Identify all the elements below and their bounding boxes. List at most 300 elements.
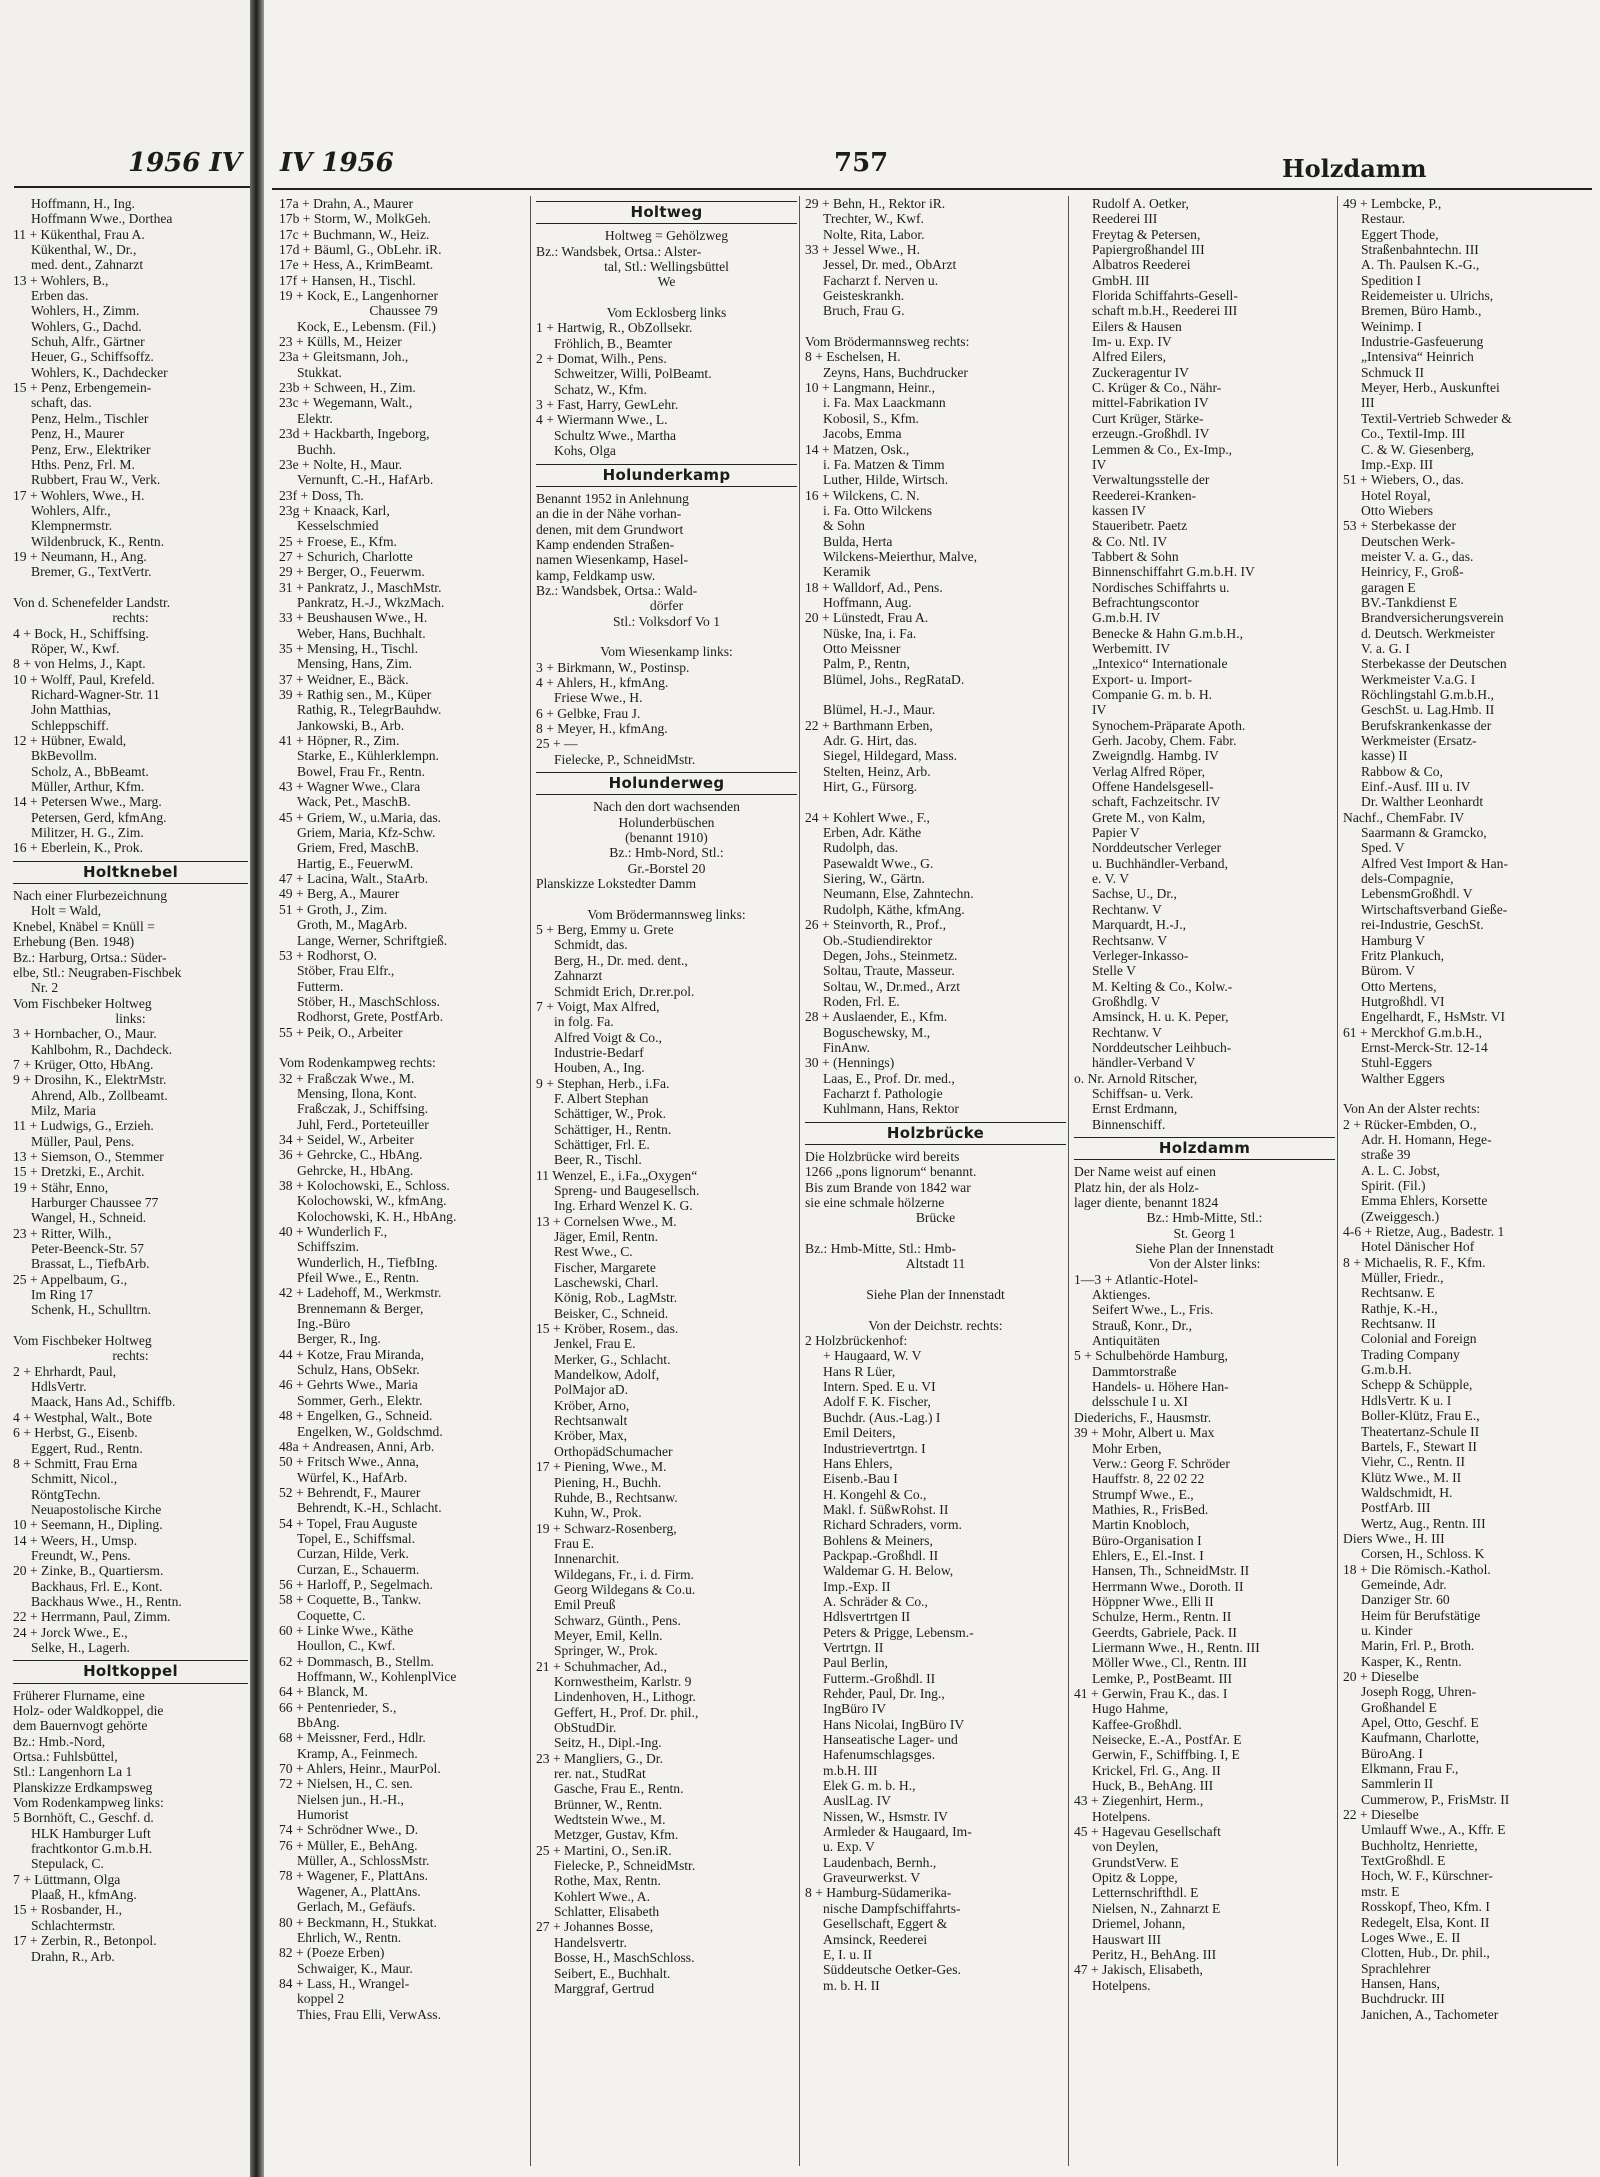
- directory-entry: Gemeinde, Adr.: [1361, 1576, 1447, 1592]
- directory-entry: Behrendt, K.-H., Schlacht.: [297, 1500, 442, 1516]
- directory-entry: in folg. Fa.: [554, 1014, 614, 1030]
- directory-entry: GeschSt. u. Lag.Hmb. II: [1361, 702, 1495, 718]
- directory-entry: Amsinck, H. u. K. Peper,: [1092, 1009, 1229, 1025]
- directory-entry: Straßenbahntechn. III: [1361, 242, 1479, 258]
- directory-entry: Holtweg = Gehölzweg: [604, 228, 729, 244]
- directory-entry: Albatros Reederei: [1092, 257, 1191, 273]
- directory-entry: 5 + Berg, Emmy u. Grete: [536, 922, 674, 938]
- directory-entry: Chaussee 79: [369, 303, 438, 319]
- directory-entry: Rubbert, Frau W., Verk.: [31, 472, 161, 488]
- directory-entry: 33 + Beushausen Wwe., H.: [279, 610, 428, 626]
- directory-entry: med. dent., Zahnarzt: [31, 257, 144, 273]
- directory-entry: 25 + —: [536, 736, 578, 752]
- directory-entry: Sommer, Gerh., Elektr.: [297, 1392, 423, 1408]
- directory-entry: Weinimp. I: [1361, 318, 1422, 334]
- directory-entry: 49 + Lembcke, P.,: [1343, 196, 1442, 211]
- directory-entry: Handels- u. Höhere Han-: [1092, 1379, 1229, 1395]
- directory-entry: C. & W. Giesenberg,: [1361, 441, 1475, 457]
- directory-entry: Janichen, A., Tachometer: [1361, 2006, 1499, 2022]
- directory-entry: Vom Brödermannsweg links:: [587, 906, 746, 922]
- directory-entry: Theatertanz-Schule II: [1361, 1423, 1480, 1439]
- directory-entry: Brassat, L., TiefbArb.: [31, 1256, 150, 1272]
- directory-entry: kasse) II: [1361, 748, 1408, 764]
- directory-entry: Geerdts, Gabriele, Pack. II: [1092, 1624, 1237, 1640]
- directory-entry: Ahrend, Alb., Zollbeamt.: [31, 1087, 168, 1103]
- street-heading: Holzdamm: [1074, 1137, 1335, 1160]
- directory-entry: 70 + Ahlers, Heinr., MaurPol.: [279, 1761, 441, 1777]
- directory-entry: schaft, Fachzeitschr. IV: [1092, 794, 1221, 810]
- directory-entry: Fraßczak, J., Schiffsing.: [297, 1101, 429, 1117]
- directory-entry: Curt Krüger, Stärke-: [1092, 410, 1204, 426]
- directory-entry: Vertrtgn. II: [823, 1639, 884, 1655]
- directory-entry: sie eine schmale hölzerne: [805, 1195, 945, 1210]
- directory-entry: Vom Fischbeker Holtweg: [13, 995, 152, 1011]
- directory-entry: Houllon, C., Kwf.: [297, 1638, 396, 1654]
- directory-entry: Hauffstr. 8, 22 02 22: [1092, 1471, 1205, 1487]
- directory-entry: 31 + Pankratz, J., MaschMstr.: [279, 579, 442, 595]
- directory-entry: Kesselschmied: [297, 518, 379, 534]
- directory-entry: 28 + Auslaender, E., Kfm.: [805, 1009, 948, 1025]
- directory-entry: Florida Schiffahrts-Gesell-: [1092, 288, 1238, 304]
- directory-entry: Meyer, Herb., Auskunftei: [1361, 380, 1500, 396]
- directory-entry: mstr. E: [1361, 1883, 1400, 1899]
- directory-entry: Palm, P., Rentn,: [823, 656, 910, 672]
- directory-entry: Hdlsvertrtgen II: [823, 1609, 911, 1625]
- directory-entry: Richard-Wagner-Str. 11: [31, 687, 160, 702]
- directory-entry: Reidemeister u. Ulrichs,: [1361, 288, 1494, 304]
- directory-entry: Opitz & Loppe,: [1092, 1870, 1178, 1886]
- directory-entry: Hartig, E., FeuerwM.: [297, 855, 414, 871]
- directory-entry: 11 Wenzel, E., i.Fa.„Oxygen“: [536, 1167, 698, 1183]
- directory-entry: 34 + Seidel, W., Arbeiter: [279, 1131, 414, 1147]
- directory-entry: 40 + Wunderlich F.,: [279, 1224, 388, 1240]
- directory-entry: Nolte, Rita, Labor.: [823, 226, 925, 242]
- directory-entry: Soltau, Traute, Masseur.: [823, 963, 955, 979]
- directory-entry: 14 + Matzen, Osk.,: [805, 441, 910, 457]
- directory-entry: Fielecke, P., SchneidMstr.: [554, 751, 696, 767]
- directory-entry: 56 + Harloff, P., Segelmach.: [279, 1576, 433, 1592]
- directory-entry: Mandelkow, Adolf,: [554, 1367, 660, 1383]
- directory-entry: Antiquitäten: [1092, 1333, 1160, 1349]
- directory-entry: + Haugaard, W. V: [823, 1348, 922, 1364]
- directory-entry: Clotten, Hub., Dr. phil.,: [1361, 1945, 1490, 1961]
- directory-entry: Stukkat.: [297, 364, 342, 380]
- directory-entry: 27 + Schurich, Charlotte: [279, 548, 413, 564]
- directory-entry: Bz.: Hmb-Nord, Stl.:: [609, 845, 724, 861]
- directory-entry: III: [1361, 395, 1375, 411]
- directory-entry: Rehder, Paul, Dr. Ing.,: [823, 1686, 945, 1701]
- directory-entry: Boller-Klütz, Frau E.,: [1361, 1408, 1480, 1424]
- column-3: [799, 196, 1066, 2166]
- directory-entry: Wack, Pet., MaschB.: [297, 794, 411, 810]
- directory-entry: Fritz Plankuch,: [1361, 947, 1445, 963]
- directory-entry: 25 + Froese, E., Kfm.: [279, 533, 397, 549]
- directory-entry: Müller, A., SchlossMstr.: [297, 1853, 430, 1869]
- left-page-header: 1956 IV: [128, 148, 242, 178]
- directory-entry: 6 + Herbst, G., Eisenb.: [13, 1425, 138, 1441]
- directory-entry: Lemke, P., PostBeamt. III: [1092, 1670, 1233, 1686]
- directory-entry: Weber, Hans, Buchhalt.: [297, 625, 426, 641]
- directory-entry: Merker, G., Schlacht.: [554, 1351, 671, 1367]
- directory-entry: Möller Wwe., Cl., Rentn. III: [1092, 1655, 1247, 1671]
- directory-entry: 54 + Topel, Frau Auguste: [279, 1515, 418, 1531]
- directory-entry: Bulda, Herta: [823, 533, 893, 549]
- directory-entry: Nielsen jun., H.-H.,: [297, 1791, 404, 1807]
- directory-entry: Früherer Flurname, eine: [13, 1687, 145, 1703]
- directory-entry: Seibert, E., Buchhalt.: [554, 1965, 671, 1981]
- directory-entry: Rechtsanw. V: [1092, 932, 1168, 948]
- directory-entry: Adr. H. Homann, Hege-: [1361, 1131, 1492, 1147]
- directory-entry: 36 + Gehrcke, C., HbAng.: [279, 1147, 423, 1163]
- directory-entry: BkBevollm.: [31, 748, 98, 764]
- directory-entry: 76 + Müller, E., BehAng.: [279, 1837, 418, 1853]
- street-range-header: Holzdamm: [1282, 154, 1427, 183]
- directory-entry: Holunderbüschen: [618, 814, 715, 830]
- directory-entry: Gesellschaft, Eggert &: [823, 1916, 948, 1932]
- directory-entry: links:: [115, 1010, 146, 1026]
- directory-entry: Mohr Erben,: [1092, 1440, 1162, 1456]
- directory-entry: 25 + Martini, O., Sen.iR.: [536, 1842, 672, 1858]
- directory-entry: A. Th. Paulsen K.-G.,: [1361, 257, 1480, 273]
- directory-entry: 39 + Mohr, Albert u. Max: [1074, 1425, 1215, 1441]
- directory-entry: 61 + Merckhof G.m.b.H.,: [1343, 1024, 1483, 1040]
- street-heading: Holzbrücke: [805, 1122, 1066, 1145]
- left-column: [8, 196, 248, 2166]
- directory-entry: Neumann, Else, Zahntechn.: [823, 886, 974, 902]
- directory-entry: Siehe Plan der Innenstadt: [1135, 1241, 1274, 1257]
- directory-entry: Müller, Paul, Pens.: [31, 1133, 135, 1149]
- directory-entry: Kolochowski, W., kfmAng.: [297, 1193, 447, 1209]
- directory-entry: PolMajor aD.: [554, 1382, 629, 1398]
- directory-entry: 8 + Michaelis, R. F., Kfm.: [1343, 1254, 1486, 1270]
- directory-entry: BbAng.: [297, 1715, 340, 1731]
- directory-entry: Peritz, H., BehAng. III: [1092, 1946, 1217, 1962]
- directory-entry: Groth, M., MagArb.: [297, 917, 408, 933]
- directory-entry: Loges Wwe., E. II: [1361, 1929, 1461, 1945]
- street-heading: Holtweg: [536, 201, 797, 224]
- directory-entry: C. Krüger & Co., Nähr-: [1092, 380, 1222, 396]
- book-gutter: [250, 0, 264, 2177]
- directory-entry: A. Schräder & Co.,: [823, 1593, 928, 1609]
- directory-entry: 19 + Kock, E., Langenhorner: [279, 288, 439, 304]
- directory-entry: HLK Hamburger Luft: [31, 1825, 151, 1841]
- right-page: [264, 0, 1600, 2177]
- directory-entry: Seifert Wwe., L., Fris.: [1092, 1302, 1214, 1318]
- directory-entry: schaft m.b.H., Reederei III: [1092, 303, 1238, 319]
- directory-entry: 1 + Hartwig, R., ObZollsekr.: [536, 320, 693, 336]
- directory-entry: Wildenbruck, K., Rentn.: [31, 533, 165, 549]
- directory-entry: 22 + Herrmann, Paul, Zimm.: [13, 1609, 171, 1625]
- directory-entry: Intern. Sped. E u. VI: [823, 1379, 936, 1395]
- directory-entry: Rodhorst, Grete, PostfArb.: [297, 1009, 444, 1025]
- directory-entry: händler-Verband V: [1092, 1055, 1196, 1071]
- directory-entry: 7 + Lüttmann, Olga: [13, 1871, 121, 1887]
- directory-entry: Jacobs, Emma: [823, 426, 902, 442]
- directory-entry: von Deylen,: [1092, 1839, 1159, 1855]
- directory-entry: 68 + Meissner, Ferd., Hdlr.: [279, 1730, 426, 1746]
- directory-entry: 19 + Schwarz-Rosenberg,: [536, 1520, 677, 1536]
- directory-entry: 13 + Wohlers, B.,: [13, 272, 109, 288]
- directory-entry: delsschule I u. XI: [1092, 1394, 1188, 1410]
- directory-entry: Buchdruckr. III: [1361, 1991, 1445, 2007]
- directory-entry: Siering, W., Gärtn.: [823, 871, 925, 887]
- directory-entry: Imp.-Exp. III: [1361, 456, 1434, 472]
- directory-entry: Wertz, Aug., Rentn. III: [1361, 1515, 1486, 1531]
- directory-entry: Hotelpens.: [1092, 1977, 1151, 1993]
- directory-entry: Amsinck, Reederei: [823, 1931, 928, 1947]
- directory-entry: Brandversicherungsverein: [1361, 610, 1504, 626]
- directory-entry: 41 + Gerwin, Frau K., das. I: [1074, 1686, 1228, 1701]
- directory-entry: Geisteskrankh.: [823, 288, 905, 304]
- directory-entry: Büro-Organisation I: [1092, 1532, 1202, 1548]
- directory-entry: Wohlers, G., Dachd.: [31, 318, 142, 334]
- directory-entry: Pankratz, H.-J., WkzMach.: [297, 594, 445, 610]
- directory-entry: Benannt 1952 in Anlehnung: [536, 490, 689, 506]
- directory-entry: 9 + Stephan, Herb., i.Fa.: [536, 1075, 670, 1091]
- directory-entry: Wohlers, H., Zimm.: [31, 303, 140, 319]
- directory-entry: 62 + Dommasch, B., Stellm.: [279, 1653, 434, 1669]
- directory-entry: Peter-Beenck-Str. 57: [31, 1241, 144, 1257]
- directory-entry: Pfeil Wwe., E., Rentn.: [297, 1270, 420, 1286]
- directory-entry: 9 + Drosihn, K., ElektrMstr.: [13, 1072, 167, 1088]
- directory-entry: Co., Textil-Imp. III: [1361, 426, 1466, 442]
- directory-entry: 11 + Kükenthal, Frau A.: [13, 226, 145, 242]
- directory-entry: Ernst Erdmann,: [1092, 1101, 1178, 1117]
- directory-entry: Schultz Wwe., Martha: [554, 427, 677, 443]
- directory-entry: 47 + Jakisch, Elisabeth,: [1074, 1962, 1203, 1978]
- directory-entry: Waldemar G. H. Below,: [823, 1563, 954, 1579]
- directory-entry: Ernst-Merck-Str. 12-14: [1361, 1039, 1488, 1055]
- directory-entry: Stöber, H., MaschSchloss.: [297, 993, 440, 1009]
- directory-entry: Elek G. m. b. H.,: [823, 1778, 916, 1794]
- directory-entry: Berufskrankenkasse der: [1361, 717, 1492, 733]
- directory-entry: 2 + Rücker-Embden, O.,: [1343, 1116, 1477, 1132]
- directory-entry: Graveurwerkst. V: [823, 1870, 921, 1886]
- directory-entry: Diederichs, F., Hausmstr.: [1074, 1409, 1212, 1425]
- directory-entry: RöntgTechn.: [31, 1486, 101, 1502]
- directory-entry: Corsen, H., Schloss. K: [1361, 1546, 1485, 1562]
- directory-entry: Süddeutsche Oetker-Ges.: [823, 1962, 961, 1978]
- directory-entry: 13 + Siemson, O., Stemmer: [13, 1148, 164, 1164]
- directory-entry: Neuapostolische Kirche: [31, 1501, 162, 1517]
- directory-entry: 23d + Hackbarth, Ingeborg,: [279, 426, 430, 442]
- directory-entry: A. L. C. Jobst,: [1361, 1162, 1440, 1178]
- directory-entry: Rathje, K.-H.,: [1361, 1300, 1438, 1316]
- directory-entry: Piening, H., Buchh.: [554, 1474, 662, 1490]
- directory-entry: Facharzt f. Nerven u.: [823, 272, 939, 288]
- header-rule: [272, 188, 1592, 190]
- directory-entry: Schiffszim.: [297, 1239, 360, 1255]
- column-2: [530, 196, 797, 2166]
- directory-entry: Kuhn, W., Prok.: [554, 1505, 642, 1521]
- directory-entry: GrundstVerw. E: [1092, 1854, 1179, 1870]
- directory-entry: nische Dampfschiffahrts-: [823, 1900, 961, 1916]
- directory-entry: 15 + Kröber, Rosem., das.: [536, 1321, 679, 1337]
- directory-entry: Dammtorstraße: [1092, 1363, 1177, 1379]
- directory-entry: Fielecke, P., SchneidMstr.: [554, 1858, 696, 1874]
- directory-entry: 45 + Hagevau Gesellschaft: [1074, 1824, 1221, 1840]
- directory-entry: 43 + Ziegenhirt, Herm.,: [1074, 1793, 1204, 1809]
- directory-entry: GmbH. III: [1092, 272, 1150, 288]
- directory-entry: 17 + Zerbin, R., Betonpol.: [13, 1933, 157, 1949]
- directory-entry: Jessel, Dr. med., ObArzt: [823, 257, 957, 273]
- directory-entry: Zuckeragentur IV: [1092, 364, 1189, 380]
- directory-entry: Stepulack, C.: [31, 1856, 104, 1872]
- directory-entry: Marin, Frl. P., Broth.: [1361, 1638, 1475, 1654]
- directory-entry: Berg, H., Dr. med. dent.,: [554, 952, 688, 968]
- directory-entry: Buchholtz, Henriette,: [1361, 1837, 1478, 1853]
- directory-entry: Schwaiger, K., Maur.: [297, 1960, 413, 1976]
- directory-entry: Hotel Royal,: [1361, 487, 1431, 503]
- directory-entry: Beer, R., Tischl.: [554, 1152, 642, 1168]
- directory-entry: 17 + Wohlers, Wwe., H.: [13, 487, 145, 503]
- directory-entry: 18 + Die Römisch.-Kathol.: [1343, 1561, 1491, 1577]
- directory-entry: Sped. V: [1361, 840, 1405, 856]
- directory-entry: Zahnarzt: [554, 968, 603, 984]
- directory-entry: Nielsen, N., Zahnarzt E: [1092, 1900, 1221, 1916]
- directory-entry: (benannt 1910): [625, 830, 708, 846]
- directory-entry: Stuhl-Eggers: [1361, 1055, 1432, 1071]
- directory-entry: 18 + Walldorf, Ad., Pens.: [805, 579, 943, 595]
- directory-entry: [536, 891, 797, 906]
- directory-entry: [13, 580, 248, 595]
- directory-entry: Stelle V: [1092, 963, 1136, 979]
- directory-entry: Bz.: Hmb-Mitte, Stl.:: [1146, 1210, 1263, 1226]
- directory-entry: Rudolph, Käthe, kfmAng.: [823, 901, 965, 917]
- directory-entry: Fischer, Margarete: [554, 1259, 656, 1275]
- directory-entry: Verleger-Inkasso-: [1092, 947, 1189, 963]
- directory-entry: Heuer, G., Schiffsoffz.: [31, 349, 154, 365]
- directory-entry: Platz hin, der als Holz-: [1074, 1179, 1199, 1195]
- directory-entry: Norddeutscher Verleger: [1092, 840, 1222, 856]
- directory-entry: Curzan, E., Schauerm.: [297, 1561, 420, 1577]
- directory-entry: Rechtanw. V: [1092, 901, 1162, 917]
- directory-entry: Innenarchit.: [554, 1551, 620, 1567]
- directory-entry: Coquette, C.: [297, 1607, 366, 1623]
- directory-entry: Wunderlich, H., TiefbIng.: [297, 1254, 438, 1270]
- directory-entry: Befrachtungscontor: [1092, 594, 1200, 610]
- directory-entry: Adolf F. K. Fischer,: [823, 1394, 931, 1410]
- directory-entry: Zeyns, Hans, Buchdrucker: [823, 364, 968, 380]
- column-5: [1337, 196, 1597, 2166]
- directory-entry: Müller, Friedr.,: [1361, 1270, 1444, 1286]
- directory-entry: Hths. Penz, Frl. M.: [31, 456, 135, 472]
- directory-entry: Paul Berlin,: [823, 1655, 888, 1671]
- directory-entry: Stöber, Frau Elfr.,: [297, 963, 395, 979]
- column-1: [274, 196, 528, 2166]
- directory-entry: Petersen, Gerd, kfmAng.: [31, 809, 167, 825]
- directory-entry: dem Bauernvogt gehörte: [13, 1718, 148, 1734]
- directory-entry: 3 + Hornbacher, O., Maur.: [13, 1026, 157, 1042]
- directory-entry: 20 + Lünstedt, Frau A.: [805, 610, 929, 626]
- directory-entry: Vom Brödermannsweg rechts:: [805, 334, 970, 350]
- directory-entry: Blümel, Johs., RegRataD.: [823, 671, 965, 687]
- directory-entry: Stl.: Langenhorn La 1: [13, 1764, 133, 1780]
- directory-entry: Großhdlg. V: [1092, 993, 1161, 1009]
- directory-entry: Der Name weist auf einen: [1074, 1164, 1216, 1180]
- directory-entry: Eggert Thode,: [1361, 226, 1439, 242]
- directory-entry: 53 + Sterbekasse der: [1343, 518, 1456, 534]
- directory-entry: 8 + Hamburg-Südamerika-: [805, 1885, 952, 1901]
- directory-entry: IV: [1092, 702, 1107, 718]
- directory-entry: Binnenschiffahrt G.m.b.H. IV: [1092, 564, 1255, 580]
- directory-entry: Nordisches Schiffahrts u.: [1092, 579, 1230, 595]
- directory-entry: Ruhde, B., Rechtsanw.: [554, 1489, 678, 1505]
- directory-entry: Hauswart III: [1092, 1931, 1162, 1947]
- directory-entry: Engelken, W., Goldschmd.: [297, 1423, 443, 1439]
- directory-entry: Backhaus Wwe., H., Rentn.: [31, 1593, 182, 1609]
- directory-entry: Schepp & Schüpple,: [1361, 1377, 1473, 1393]
- directory-entry: Stl.: Volksdorf Vo 1: [612, 613, 721, 629]
- directory-entry: Penz, Helm., Tischler: [31, 410, 149, 426]
- directory-entry: Griem, Maria, Kfz-Schw.: [297, 825, 436, 841]
- directory-entry: Benecke & Hahn G.m.b.H.,: [1092, 625, 1244, 641]
- directory-entry: Rechtsanw. II: [1361, 1316, 1436, 1332]
- directory-entry: Tabbert & Sohn: [1092, 548, 1179, 564]
- directory-entry: Verw.: Georg F. Schröder: [1092, 1455, 1230, 1471]
- directory-entry: 60 + Linke Wwe., Käthe: [279, 1622, 414, 1638]
- directory-entry: Verwaltungsstelle der: [1092, 472, 1210, 488]
- directory-entry: Emil Deiters,: [823, 1425, 896, 1441]
- directory-entry: 53 + Rodhorst, O.: [279, 947, 377, 963]
- directory-entry: 41 + Höpner, R., Zim.: [279, 733, 400, 749]
- directory-entry: 3 + Fast, Harry, GewLehr.: [536, 397, 679, 413]
- directory-entry: Trading Company: [1361, 1346, 1460, 1362]
- directory-entry: Sammlerin II: [1361, 1776, 1434, 1792]
- directory-entry: 52 + Behrendt, F., Maurer: [279, 1484, 421, 1500]
- directory-entry: Alfred Vest Import & Han-: [1361, 855, 1508, 871]
- directory-entry: Driemel, Johann,: [1092, 1916, 1186, 1932]
- directory-entry: Humorist: [297, 1807, 349, 1823]
- directory-entry: Marquardt, H.-J.,: [1092, 917, 1187, 933]
- directory-entry: Kobosil, S., Kfm.: [823, 410, 919, 426]
- directory-entry: Papiergroßhandel III: [1092, 242, 1205, 258]
- directory-entry: Wagener, A., PlattAns.: [297, 1883, 421, 1899]
- street-heading: Holtkoppel: [13, 1660, 248, 1683]
- directory-entry: Reederei III: [1092, 211, 1158, 227]
- directory-entry: 27 + Johannes Bosse,: [536, 1919, 654, 1935]
- directory-entry: Nüske, Ina, i. Fa.: [823, 625, 917, 641]
- directory-entry: 37 + Weidner, E., Bäck.: [279, 671, 409, 687]
- directory-entry: straße 39: [1361, 1147, 1411, 1163]
- directory-entry: Synochem-Präparate Apoth.: [1092, 717, 1246, 733]
- directory-entry: Lange, Werner, Schriftgieß.: [297, 932, 448, 948]
- directory-entry: TextGroßhdl. E: [1361, 1853, 1446, 1869]
- directory-entry: 30 + (Hennings): [805, 1055, 895, 1071]
- directory-entry: We: [657, 274, 676, 290]
- directory-entry: Schlachtermstr.: [31, 1917, 116, 1933]
- street-heading: Holunderkamp: [536, 464, 797, 487]
- directory-entry: 17a + Drahn, A., Maurer: [279, 196, 414, 211]
- directory-entry: 78 + Wagener, F., PlattAns.: [279, 1868, 428, 1884]
- directory-entry: Schweitzer, Willi, PolBeamt.: [554, 366, 712, 382]
- directory-entry: Erben das.: [31, 288, 89, 304]
- directory-entry: Textil-Vertrieb Schweder &: [1361, 410, 1512, 426]
- directory-entry: Kolochowski, K. H., HbAng.: [297, 1208, 457, 1224]
- directory-entry: & Co. Ntl. IV: [1092, 533, 1168, 549]
- directory-entry: m.b.H. III: [823, 1762, 878, 1778]
- directory-entry: 38 + Kolochowski, E., Schloss.: [279, 1178, 450, 1193]
- directory-entry: mittel-Fabrikation IV: [1092, 395, 1209, 411]
- directory-entry: HdlsVertr.: [31, 1379, 87, 1395]
- directory-entry: Frau E.: [554, 1535, 595, 1551]
- directory-entry: [536, 629, 797, 644]
- directory-entry: Juhl, Ferd., Porteteuiller: [297, 1116, 429, 1132]
- directory-entry: LebensmGroßhdl. V: [1361, 886, 1473, 902]
- directory-entry: IV: [1092, 456, 1107, 472]
- directory-entry: 7 + Krüger, Otto, HbAng.: [13, 1056, 154, 1072]
- directory-entry: John Matthias,: [31, 702, 112, 718]
